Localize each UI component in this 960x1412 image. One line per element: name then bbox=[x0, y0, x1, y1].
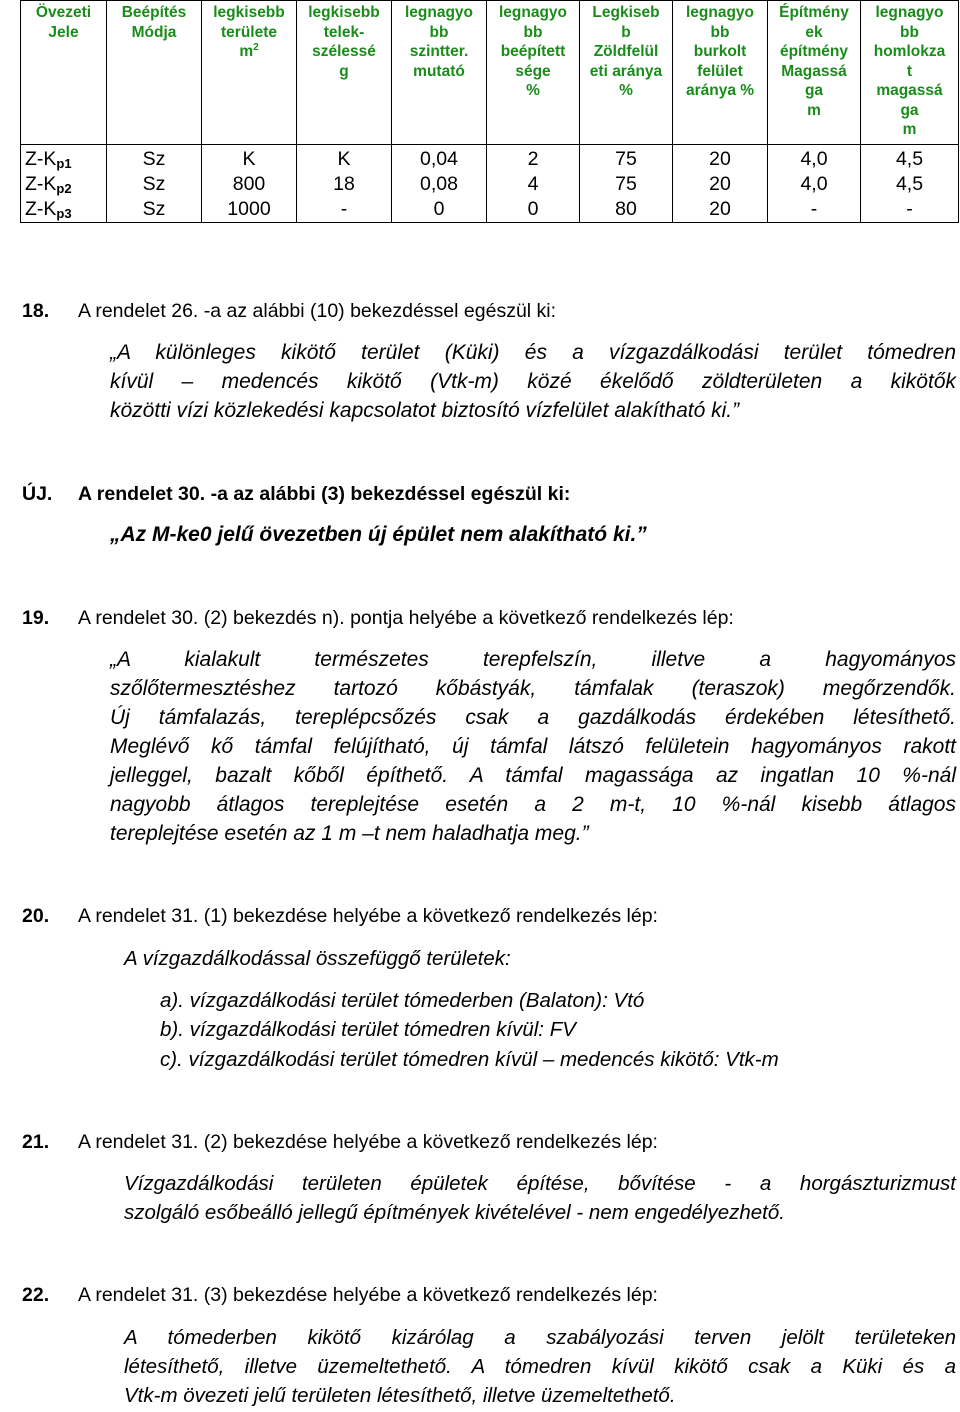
quote-line: kívül – medencés kikötő (Vtk-m) közé ékelődő zöldterületen a kikötők bbox=[110, 370, 956, 393]
quote-line: Meglévő kő támfal felújítható, új támfal látszó felületein hagyományos rakott bbox=[110, 735, 956, 758]
table-cell: 4,0 bbox=[768, 172, 861, 197]
section-18-heading bbox=[22, 297, 958, 326]
table-cell: 4,5 bbox=[861, 144, 959, 172]
section-18-quote bbox=[110, 338, 956, 425]
table-cell: 20 bbox=[673, 197, 768, 223]
table-cell: 0 bbox=[392, 197, 487, 223]
section-text: A rendelet 30. (2) bekezdés n). pontja helyébe a következő rendelkezés lép: bbox=[78, 607, 734, 629]
section-22-heading bbox=[22, 1281, 958, 1310]
zone-cell: $Z-K_{p3}$ bbox=[21, 197, 107, 223]
table-cell: 800 bbox=[202, 172, 297, 197]
quote-line: Új támfalazás, tereplépcsőzés csak a gazdálkodás érdekében létesíthető. bbox=[110, 706, 956, 729]
section-19-heading bbox=[22, 604, 958, 633]
table-cell: Sz bbox=[107, 172, 202, 197]
table-row bbox=[21, 172, 959, 197]
header-floor-ratio: legnagyo bb szintter. mutató bbox=[392, 1, 487, 145]
section-number: ÚJ. bbox=[22, 483, 53, 505]
list-item: a). vízgazdálkodási terület tómederben (Balaton): Vtó bbox=[160, 989, 645, 1012]
section-number: 18. bbox=[22, 300, 50, 322]
list-item: b). vízgazdálkodási terület tómedren kívül: FV bbox=[160, 1018, 576, 1041]
section-19-quote bbox=[110, 645, 956, 848]
section-number: 20. bbox=[22, 905, 50, 927]
section-text: A rendelet 31. (3) bekezdése helyébe a következő rendelkezés lép: bbox=[78, 1284, 658, 1306]
table-cell: 80 bbox=[580, 197, 673, 223]
quote-line: tereplejtése esetén az 1 m –t nem haladhatja meg.” bbox=[110, 822, 589, 845]
table-cell: 18 bbox=[297, 172, 392, 197]
section-number: 21. bbox=[22, 1131, 50, 1153]
table-row bbox=[21, 144, 959, 172]
quote-line: közötti vízi közlekedési kapcsolatot biztosító vízfelület alakítható ki.” bbox=[110, 399, 740, 422]
section-21-quote bbox=[124, 1169, 956, 1227]
section-21-heading bbox=[22, 1128, 958, 1157]
table-cell: 0,04 bbox=[392, 144, 487, 172]
quote-line: szőlőtermesztéshez tartozó kőbástyák, támfalak (teraszok) megőrzendők. bbox=[110, 677, 956, 700]
table-cell: 20 bbox=[673, 172, 768, 197]
table-cell: 4,0 bbox=[768, 144, 861, 172]
zone-cell: $Z-K_{p1}$ bbox=[21, 144, 107, 172]
table-cell: 20 bbox=[673, 144, 768, 172]
quote-line: Vízgazdálkodási területen épületek építése, bővítése - a horgászturizmust bbox=[124, 1172, 956, 1195]
section-number: 19. bbox=[22, 607, 50, 629]
header-max-paved: legnagyo bb burkolt felület aránya % bbox=[673, 1, 768, 145]
table-cell: Sz bbox=[107, 197, 202, 223]
table-cell: K bbox=[202, 144, 297, 172]
table-cell: 75 bbox=[580, 144, 673, 172]
table-cell: 2 bbox=[487, 144, 580, 172]
header-facade-height: legnagyo bb homlokza t magassá ga m bbox=[861, 1, 959, 145]
zone-cell: $Z-K_{p2}$ bbox=[21, 172, 107, 197]
table-cell: 75 bbox=[580, 172, 673, 197]
section-22-quote bbox=[124, 1323, 956, 1410]
header-min-width: legkisebb telek- szélessé g bbox=[297, 1, 392, 145]
table-cell: 0,08 bbox=[392, 172, 487, 197]
section-20-heading bbox=[22, 902, 958, 931]
quote-line: „A különleges kikötő terület (Küki) és a vízgazdálkodási terület tómedren bbox=[110, 341, 956, 364]
header-max-coverage: legnagyo bb beépített sége % bbox=[487, 1, 580, 145]
table-cell: 1000 bbox=[202, 197, 297, 223]
section-20-intro: A vízgazdálkodással összefüggő területek: bbox=[124, 947, 511, 970]
table-cell: 0 bbox=[487, 197, 580, 223]
superscript-2: 2 bbox=[253, 42, 259, 53]
section-text: A rendelet 31. (2) bekezdése helyébe a következő rendelkezés lép: bbox=[78, 1131, 658, 1153]
zoning-table bbox=[20, 0, 959, 223]
section-new-heading bbox=[22, 480, 958, 509]
table-cell: - bbox=[768, 197, 861, 223]
quote-line: jelleggel, bazalt kőből építhető. A támfal magassága az ingatlan 10 %-nál bbox=[110, 764, 956, 787]
quote-line: nagyobb átlagos tereplejtése esetén a 2 m-t, 10 %-nál kisebb átlagos bbox=[110, 793, 956, 816]
table-row bbox=[21, 197, 959, 223]
header-building-mode: Beépítés Módja bbox=[107, 1, 202, 145]
quote-line: Vtk-m övezeti jelű területen létesíthető, illetve üzemeltethető. bbox=[124, 1384, 676, 1407]
quote-line: létesíthető, illetve üzemeltethető. A tómedren kívül kikötő csak a Küki és a bbox=[124, 1355, 956, 1378]
header-building-height: Építmény ek építmény Magassá ga m bbox=[768, 1, 861, 145]
section-number: 22. bbox=[22, 1284, 50, 1306]
section-text: A rendelet 30. -a az alábbi (3) bekezdéssel egészül ki: bbox=[78, 483, 571, 505]
section-text: A rendelet 31. (1) bekezdése helyébe a következő rendelkezés lép: bbox=[78, 905, 658, 927]
quote-line: szolgáló esőbeálló jellegű építmények kivételével - nem engedélyezhető. bbox=[124, 1201, 785, 1224]
table-cell: Sz bbox=[107, 144, 202, 172]
table-cell: 4,5 bbox=[861, 172, 959, 197]
header-min-area: legkisebb területe $m^2$ bbox=[202, 1, 297, 145]
section-text: A rendelet 26. -a az alábbi (10) bekezdéssel egészül ki: bbox=[78, 300, 557, 322]
table-cell: K bbox=[297, 144, 392, 172]
quote-line: „A kialakult természetes terepfelszín, illetve a hagyományos bbox=[110, 648, 956, 671]
header-zone-code: Övezeti Jele bbox=[21, 1, 107, 145]
quote-line: A tómederben kikötő kizárólag a szabályozási terven jelölt területeken bbox=[124, 1326, 956, 1349]
table-cell: - bbox=[297, 197, 392, 223]
table-header-row bbox=[21, 1, 959, 145]
section-new-quote: „Az M-ke0 jelű övezetben új épület nem alakítható ki.” bbox=[110, 523, 647, 546]
header-min-green: Legkiseb b Zöldfelül eti aránya % bbox=[580, 1, 673, 145]
table-cell: 4 bbox=[487, 172, 580, 197]
list-item: c). vízgazdálkodási terület tómedren kívül – medencés kikötő: Vtk-m bbox=[160, 1048, 779, 1071]
table-cell: - bbox=[861, 197, 959, 223]
